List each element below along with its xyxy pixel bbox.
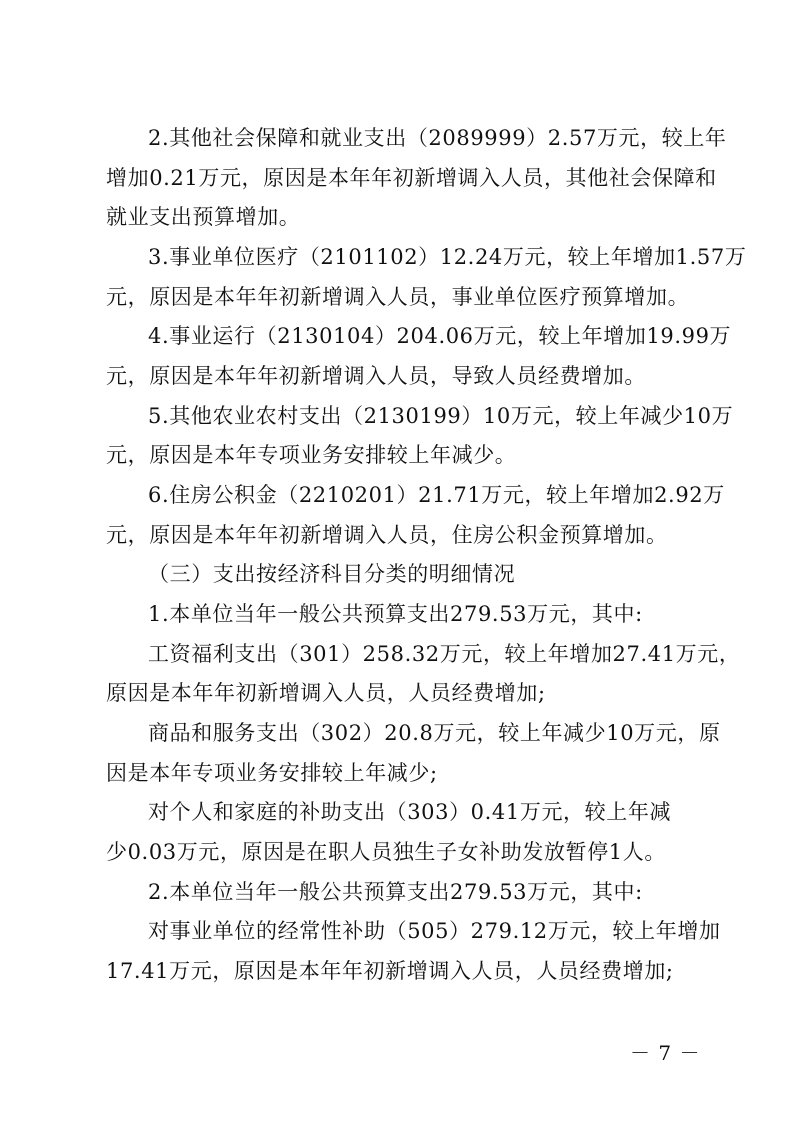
text-line: 就业支出预算增加。	[106, 205, 301, 229]
text-line: 2.其他社会保障和就业支出（2089999）2.57万元，较上年	[148, 126, 727, 150]
text-line: 增加0.21万元，原因是本年年初新增调入人员，其他社会保障和	[106, 166, 717, 190]
text-line: 17.41万元，原因是本年年初新增调入人员，人员经费增加;	[106, 959, 674, 983]
text-line: 对个人和家庭的补助支出（303）0.41万元，较上年减	[148, 800, 672, 824]
text-line: 1.本单位当年一般公共预算支出279.53万元，其中:	[148, 602, 643, 626]
text-line: 3.事业单位医疗（2101102）12.24万元，较上年增加1.57万	[148, 245, 747, 269]
text-line: 原因是本年年初新增调入人员，人员经费增加;	[106, 681, 546, 705]
section-heading: （三）支出按经济科目分类的明细情况	[148, 562, 516, 586]
text-line: 商品和服务支出（302）20.8万元，较上年减少10万元，原	[148, 721, 721, 745]
text-line: 2.本单位当年一般公共预算支出279.53万元，其中:	[148, 880, 643, 904]
text-line: 元，原因是本年年初新增调入人员，事业单位医疗预算增加。	[106, 285, 690, 309]
text-line: 元，原因是本年年初新增调入人员，住房公积金预算增加。	[106, 523, 668, 547]
text-line: 工资福利支出（301）258.32万元，较上年增加27.41万元，	[148, 642, 741, 666]
text-line: 4.事业运行（2130104）204.06万元，较上年增加19.99万	[148, 324, 732, 348]
text-line: 少0.03万元，原因是在职人员独生子女补助发放暂停1人。	[106, 840, 666, 864]
text-line: 元，原因是本年年初新增调入人员，导致人员经费增加。	[106, 364, 646, 388]
text-line: 对事业单位的经常性补助（505）279.12万元，较上年增加	[148, 919, 721, 943]
text-line: 5.其他农业农村支出（2130199）10万元，较上年减少10万	[148, 404, 734, 428]
text-line: 因是本年专项业务安排较上年减少;	[106, 761, 438, 785]
page-number: － 7 －	[630, 1041, 701, 1065]
text-line: 元，原因是本年专项业务安排较上年减少。	[106, 443, 517, 467]
text-line: 6.住房公积金（2210201）21.71万元，较上年增加2.92万	[148, 483, 725, 507]
